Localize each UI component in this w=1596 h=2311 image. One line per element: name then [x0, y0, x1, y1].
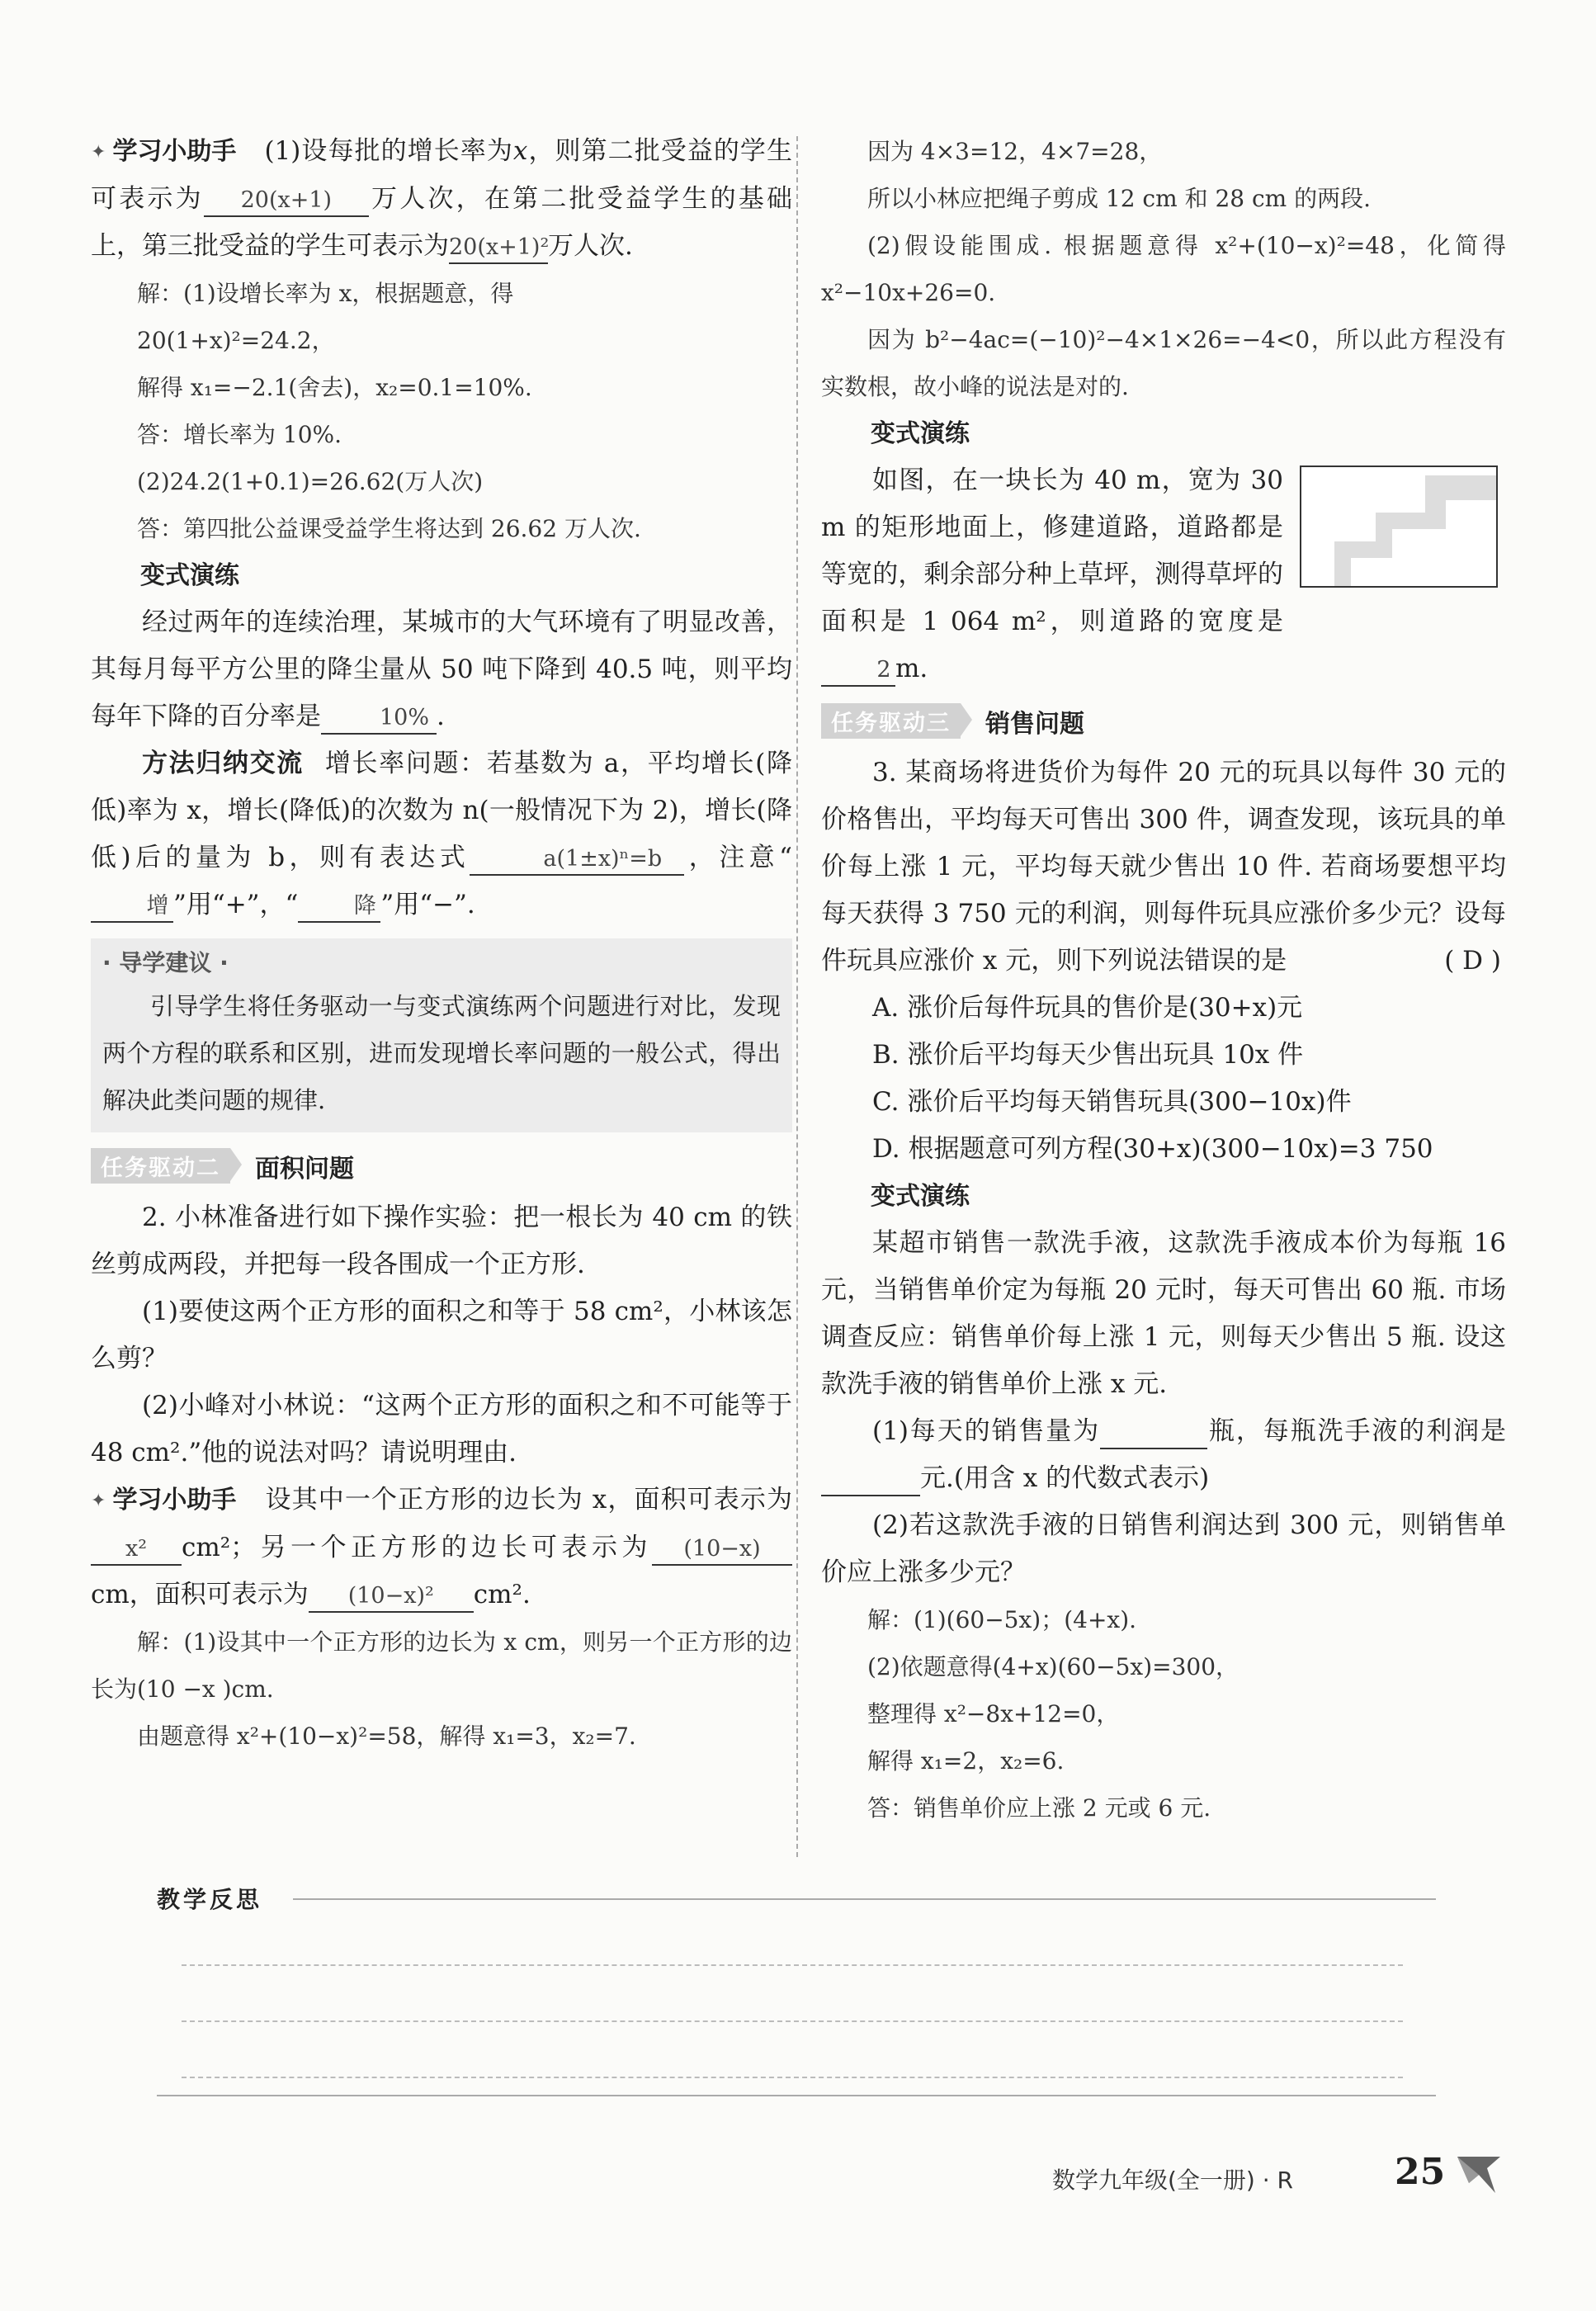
- option-b: B. 涨价后平均每天少售出玩具 10x 件: [872, 1040, 1304, 1070]
- solution-line: 解：(1)(60−5x)；(4+x).: [867, 1606, 1137, 1633]
- task3-header: [821, 697, 1506, 744]
- solution-line: 因为 b²−4ac=(−10)²−4×1×26=−4<0，所以此方程没有实数根，故小峰的说法是对的.: [821, 326, 1506, 400]
- solution-line: 解：(1)设增长率为 x，根据题意，得: [137, 280, 514, 307]
- solution-line: 由题意得 x²+(10−x)²=58，解得 x₁=3，x₂=7.: [137, 1723, 636, 1750]
- helper1-label: ✦ 学习小助手: [91, 137, 237, 166]
- variant1-paragraph: 经过两年的连续治理，某城市的大气环境有了明显改善，其每月每平方公里的降尘量从 50 吨下降到 40.5 吨，则平均每年下降的百分率是 10% .: [91, 599, 792, 740]
- solution-line: 20(1+x)²=24.2，: [137, 327, 335, 354]
- helper2-paragraph: ✦ 学习小助手 设其中一个正方形的边长为 x，面积可表示为x² cm²；另一个正方形的边长可表示为 (10−x)cm，面积可表示为 (10−x)² cm².: [91, 1477, 792, 1619]
- variant3-part2: (2)若这款洗手液的日销售利润达到 300 元，则销售单价应上涨多少元？: [821, 1510, 1506, 1587]
- road-diagram: [1300, 466, 1498, 588]
- variant2-block: [821, 457, 1506, 692]
- solution-3: [821, 1596, 1506, 1831]
- blank-increase: 增: [91, 891, 173, 923]
- solution-2: [91, 1619, 792, 1760]
- question2-part1: (1)要使这两个正方形的面积之和等于 58 cm²，小林该怎么剪？: [91, 1297, 792, 1373]
- option-c: C. 涨价后平均每天销售玩具(300−10x)件: [872, 1087, 1352, 1117]
- question2-part2: (2)小峰对小林说：“这两个正方形的面积之和不可能等于 48 cm².”他的说法对吗？请说明理由.: [91, 1391, 792, 1467]
- right-column: [821, 128, 1506, 1831]
- variant3-part1: (1)每天的销售量为 瓶，每瓶洗手液的利润是 元.(用含 x 的代数式表示): [821, 1408, 1506, 1502]
- solution-line: (2)依题意得(4+x)(60−5x)=300，: [867, 1653, 1239, 1680]
- guide-text: 引导学生将任务驱动一与变式演练两个问题进行对比，发现两个方程的联系和区别，进而发现增长率问题的一般公式，得出解决此类问题的规律.: [102, 992, 781, 1114]
- star-icon: ✦: [91, 142, 106, 163]
- question2-text: 2. 小林准备进行如下操作实验：把一根长为 40 cm 的铁丝剪成两段，并把每一段各围成一个正方形.: [91, 1203, 792, 1279]
- task2-title: 面积问题: [255, 1154, 354, 1184]
- blank-area-2: (10−x)²: [309, 1581, 474, 1613]
- left-column: [91, 128, 792, 1760]
- solution-line: 整理得 x²−8x+12=0，: [867, 1700, 1120, 1727]
- variant-title: 变式演练: [871, 419, 970, 448]
- solution-2-continued: [821, 128, 1506, 410]
- guide-box: [91, 938, 792, 1132]
- blank-formula: a(1±x)ⁿ=b: [470, 844, 684, 876]
- reflection-bottom-rule: [157, 2095, 1436, 2096]
- helper1-paragraph: ✦ 学习小助手 (1)设每批的增长率为x，则第二批受益的学生可表示为 20(x+1) 万人次，在第二批受益学生的基础上，第三批受益的学生可表示为20(x+1)²万人次.: [91, 128, 792, 270]
- blank-second-batch: 20(x+1): [204, 186, 369, 217]
- helper2-label: ✦ 学习小助手: [91, 1486, 237, 1515]
- question3-text: 3. 某商场将进货价为每件 20 元的玩具以每件 30 元的价格售出，平均每天可售出 300 件，调查发现，该玩具的单价每上涨 1 元，平均每天就少售出 10 件. 若商场要想平均每天获得 3 750 元的利润，则每件玩具应涨价多少元？设每件玩具应涨价 x 元，则下列说法错误的是 ( D ): [821, 749, 1506, 985]
- solution-1: [91, 270, 792, 552]
- teaching-reflection: [157, 1882, 1436, 2105]
- solution-line: 因为 4×3=12，4×7=28，: [867, 138, 1163, 165]
- solution-line: 答：增长率为 10%.: [137, 421, 342, 448]
- reflection-writing-line: [182, 1964, 1403, 1966]
- method-paragraph: 方法归纳交流 增长率问题：若基数为 a，平均增长(降低)率为 x，增长(降低)的次数为 n(一般情况下为 2)，增长(降低)后的量为 b，则有表达式 a(1±x)ⁿ=b ，注意“增 ”用“+”，“ 降 ”用“−”.: [91, 740, 792, 929]
- star-icon: ✦: [91, 1491, 106, 1511]
- variant-title: 变式演练: [140, 561, 239, 590]
- variant3-paragraph: 某超市销售一款洗手液，这款洗手液成本价为每瓶 16 元，当销售单价定为每瓶 20 元时，每天可售出 60 瓶. 市场调查反应：销售单价每上涨 1 元，则每天少售出 5 瓶. 设这款洗手液的销售单价上涨 x 元.: [821, 1228, 1506, 1399]
- variant2-paragraph: 如图，在一块长为 40 m，宽为 30 m 的矩形地面上，修建道路，道路都是等宽的，剩余部分种上草坪，测得草坪的面积是 1 064 m²，则道路的宽度是2 m.: [821, 457, 1506, 692]
- blank-percentage: 10%: [321, 703, 437, 735]
- blank-area-1: x²: [91, 1534, 182, 1566]
- corner-arrow-icon: [1454, 2150, 1504, 2200]
- solution-line: (2)假设能围成. 根据题意得 x²+(10−x)²=48，化简得 x²−10x+26=0.: [821, 232, 1506, 306]
- reflection-title: 教学反思: [157, 1886, 263, 1913]
- page-number: 25: [1395, 2151, 1446, 2193]
- task3-title: 销售问题: [985, 709, 1084, 739]
- task3-tag: 任务驱动三: [821, 703, 961, 739]
- solution-line: 答：销售单价应上涨 2 元或 6 元.: [867, 1794, 1211, 1822]
- solution-line: (2)24.2(1+0.1)=26.62(万人次): [137, 468, 484, 495]
- solution-line: 解得 x₁=2，x₂=6.: [867, 1747, 1065, 1775]
- reflection-writing-line: [182, 2077, 1403, 2078]
- task2-tag: 任务驱动二: [91, 1148, 230, 1184]
- guide-title: · 导学建议 ·: [102, 949, 229, 976]
- reflection-top-rule: [293, 1898, 1436, 1900]
- blank-side-2: (10−x): [652, 1534, 792, 1566]
- solution-line: 答：第四批公益课受益学生将达到 26.62 万人次.: [137, 515, 641, 542]
- blank-third-batch: 20(x+1)²: [449, 233, 548, 264]
- solution-line: 所以小林应把绳子剪成 12 cm 和 28 cm 的两段.: [867, 185, 1372, 212]
- solution-line: 解：(1)设其中一个正方形的边长为 x cm，则另一个正方形的边长为(10 −x )cm.: [91, 1628, 792, 1703]
- solution-line: 解得 x₁=−2.1(舍去)，x₂=0.1=10%.: [137, 374, 532, 401]
- option-a: A. 涨价后每件玩具的售价是(30+x)元: [872, 993, 1303, 1023]
- column-divider: [796, 136, 798, 1857]
- option-d: D. 根据题意可列方程(30+x)(300−10x)=3 750: [872, 1134, 1433, 1164]
- book-title: 数学九年级(全一册) · R: [1052, 2167, 1294, 2194]
- blank-decrease: 降: [298, 891, 380, 923]
- reflection-writing-line: [182, 2020, 1403, 2022]
- blank-sales-volume: [1100, 1418, 1207, 1449]
- variant3-title: 变式演练: [871, 1182, 970, 1211]
- task2-header: [91, 1142, 792, 1189]
- question3-answer: ( D ): [1444, 946, 1501, 976]
- blank-road-width: 2: [821, 655, 895, 687]
- blank-profit: [821, 1465, 920, 1496]
- method-title: 方法归纳交流: [142, 749, 304, 778]
